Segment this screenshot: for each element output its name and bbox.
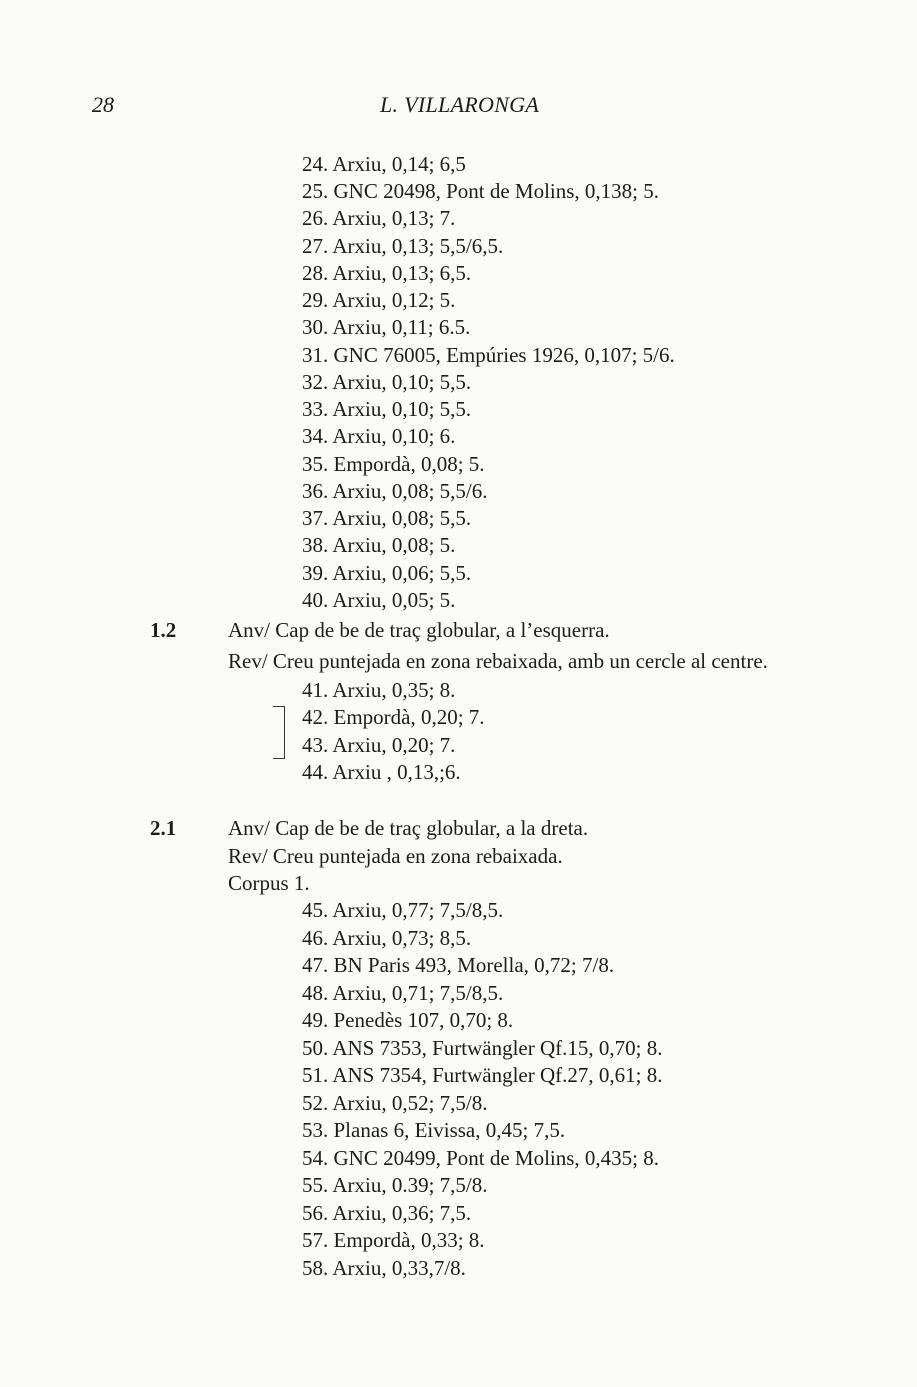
list-item: 33. Arxiu, 0,10; 5,5. — [302, 397, 472, 421]
list-item: 32. Arxiu, 0,10; 5,5. — [302, 370, 472, 394]
list-item: 51. ANS 7354, Furtwängler Qf.27, 0,61; 8. — [302, 1063, 663, 1087]
list-item: 41. Arxiu, 0,35; 8. — [302, 678, 456, 702]
list-item: 30. Arxiu, 0,11; 6.5. — [302, 315, 471, 339]
section-corpus: Corpus 1. — [228, 871, 310, 895]
list-item: 26. Arxiu, 0,13; 7. — [302, 206, 456, 230]
list-item: 47. BN Paris 493, Morella, 0,72; 7/8. — [302, 953, 615, 977]
list-item: 29. Arxiu, 0,12; 5. — [302, 288, 456, 312]
list-item: 37. Arxiu, 0,08; 5,5. — [302, 506, 472, 530]
list-item: 28. Arxiu, 0,13; 6,5. — [302, 261, 472, 285]
page-number: 28 — [92, 92, 114, 117]
list-item: 55. Arxiu, 0.39; 7,5/8. — [302, 1173, 488, 1197]
section-rev-description: Rev/ Creu puntejada en zona rebaixada, amb un cercle al centre. — [228, 649, 768, 673]
list-item: 34. Arxiu, 0,10; 6. — [302, 424, 456, 448]
list-item: 49. Penedès 107, 0,70; 8. — [302, 1008, 514, 1032]
list-item: 58. Arxiu, 0,33,7/8. — [302, 1256, 466, 1280]
section-anv-description: Anv/ Cap de be de traç globular, a la dreta. — [228, 816, 589, 840]
list-item: 45. Arxiu, 0,77; 7,5/8,5. — [302, 898, 504, 922]
section-number: 2.1 — [150, 816, 177, 840]
list-item: 25. GNC 20498, Pont de Molins, 0,138; 5. — [302, 179, 660, 203]
section-rev-description: Rev/ Creu puntejada en zona rebaixada. — [228, 844, 563, 868]
list-item: 44. Arxiu , 0,13,;6. — [302, 760, 461, 784]
list-item: 57. Empordà, 0,33; 8. — [302, 1228, 485, 1252]
running-head: L. VILLARONGA — [380, 92, 540, 117]
section-number: 1.2 — [150, 618, 177, 642]
list-item: 52. Arxiu, 0,52; 7,5/8. — [302, 1091, 488, 1115]
section-anv-description: Anv/ Cap de be de traç globular, a l’esquerra. — [228, 618, 610, 642]
grouping-bracket — [273, 706, 285, 759]
list-item: 36. Arxiu, 0,08; 5,5/6. — [302, 479, 488, 503]
list-item: 24. Arxiu, 0,14; 6,5 — [302, 152, 466, 176]
list-item: 35. Empordà, 0,08; 5. — [302, 452, 485, 476]
list-item: 54. GNC 20499, Pont de Molins, 0,435; 8. — [302, 1146, 660, 1170]
list-item: 43. Arxiu, 0,20; 7. — [302, 733, 456, 757]
list-item: 40. Arxiu, 0,05; 5. — [302, 588, 456, 612]
list-item: 48. Arxiu, 0,71; 7,5/8,5. — [302, 981, 504, 1005]
list-item: 42. Empordà, 0,20; 7. — [302, 705, 485, 729]
list-item: 46. Arxiu, 0,73; 8,5. — [302, 926, 472, 950]
list-item: 39. Arxiu, 0,06; 5,5. — [302, 561, 472, 585]
page-header — [0, 92, 917, 122]
list-item: 53. Planas 6, Eivissa, 0,45; 7,5. — [302, 1118, 566, 1142]
list-item: 50. ANS 7353, Furtwängler Qf.15, 0,70; 8. — [302, 1036, 663, 1060]
list-item: 38. Arxiu, 0,08; 5. — [302, 533, 456, 557]
list-item: 31. GNC 76005, Empúries 1926, 0,107; 5/6. — [302, 343, 675, 367]
list-item: 56. Arxiu, 0,36; 7,5. — [302, 1201, 472, 1225]
list-item: 27. Arxiu, 0,13; 5,5/6,5. — [302, 234, 504, 258]
